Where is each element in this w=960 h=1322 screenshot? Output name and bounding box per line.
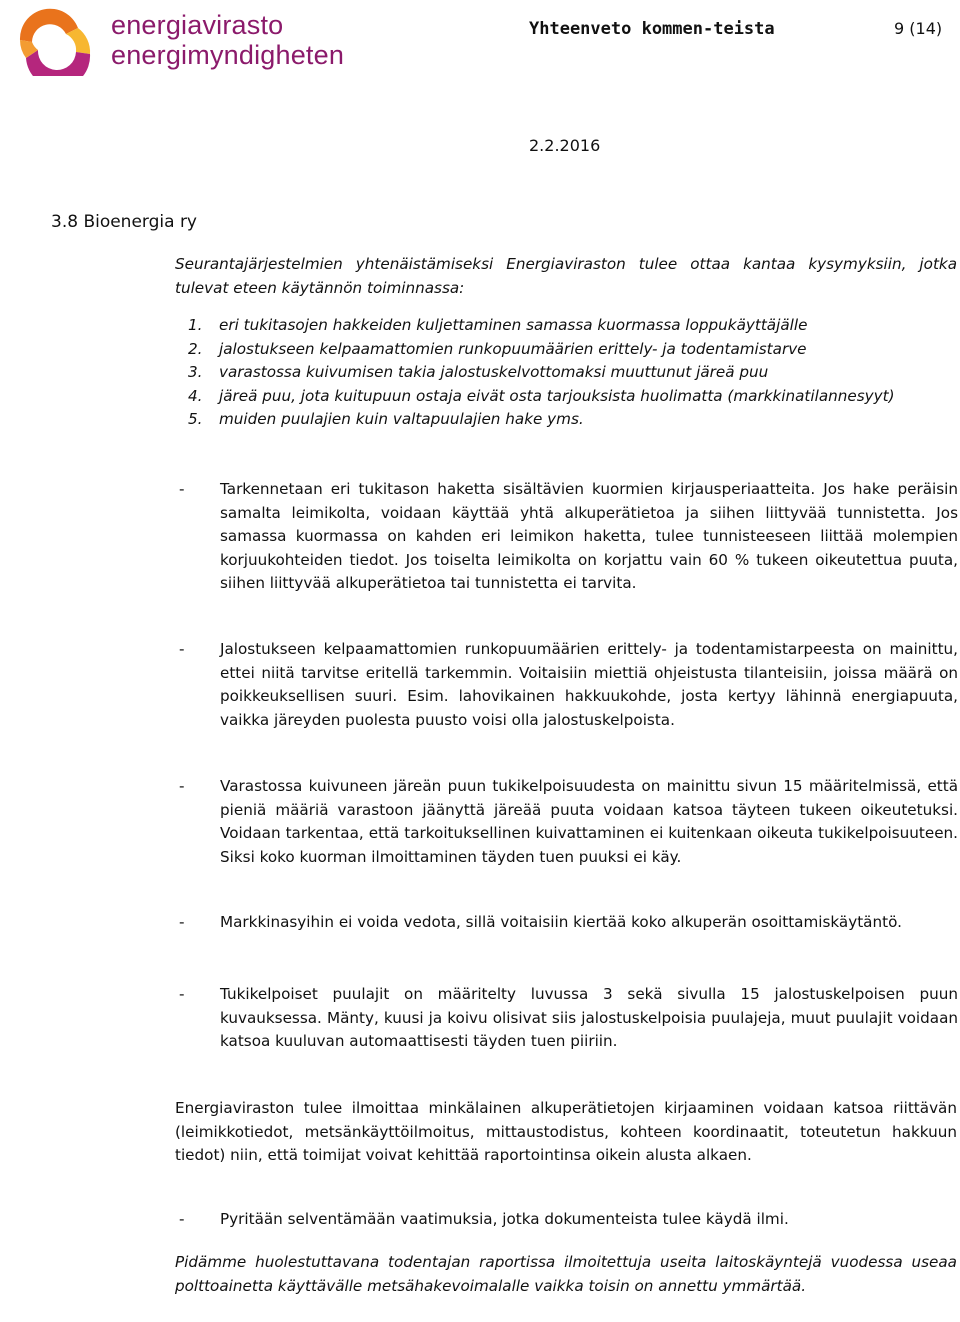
bullet-item xyxy=(179,478,958,596)
section-heading: 3.8 Bioenergia ry xyxy=(51,212,197,232)
bullet-item xyxy=(179,775,958,869)
list-number: 5. xyxy=(188,410,203,428)
bullet-item xyxy=(179,1208,958,1232)
list-text: jalostukseen kelpaamattomien runkopuumäärien erittely- ja todentamistarve xyxy=(219,339,807,358)
bullet-text: Tarkennetaan eri tukitason haketta sisältävien kuormien kirjausperiaatteita. Jos hake peräisin samalta leimikolta, voidaan käyttää yhtä alkuperätietoa ja siihen liittyvää tunnistetta. Jos samassa kuormassa on kahden eri leimikon haketta, tulee tunnisteeseen liittää molempien korjuukohteiden tiedot. Jos toiselta leimikolta on korjattu vain 60 % tukeen oikeutettua puuta, siihen liittyvää alkuperätietoa tai tunnistetta ei tarvita. xyxy=(220,480,958,592)
logo-line-2: energimyndigheten xyxy=(111,40,345,70)
page-number: 9 (14) xyxy=(894,19,943,38)
list-item xyxy=(188,314,958,338)
list-text: varastossa kuivumisen takia jalostuskelvottomaksi muuttunut järeä puu xyxy=(219,363,769,381)
logo-line-1: energiavirasto xyxy=(111,10,284,40)
bullet-item xyxy=(179,638,958,732)
final-note: Pidämme huolestuttavana todentajan raportissa ilmoitettuja useita laitoskäyntejä vuodessa useaa polttoainetta käyttävälle metsähakevoimalalle vaikka toisin on annettu ymmärtää. xyxy=(175,1253,957,1295)
bullet-text: Pyritään selventämään vaatimuksia, jotka dokumenteista tulee käydä ilmi. xyxy=(220,1210,789,1228)
list-item xyxy=(188,408,958,432)
bullet-item xyxy=(179,911,958,935)
bullet-dash: - xyxy=(179,777,185,795)
list-number: 1. xyxy=(188,316,203,334)
bullet-item xyxy=(179,983,958,1054)
list-text: eri tukitasojen hakkeiden kuljettaminen samassa kuormassa loppukäyttäjälle xyxy=(219,316,808,334)
list-item xyxy=(188,361,958,385)
list-item xyxy=(188,338,958,362)
bullet-dash: - xyxy=(179,985,185,1003)
list-number: 2. xyxy=(188,339,203,358)
document-date: 2.2.2016 xyxy=(529,136,601,155)
bullet-dash: - xyxy=(179,913,185,931)
numbered-list xyxy=(188,314,958,432)
intro-paragraph: Seurantajärjestelmien yhtenäistämiseksi Energiaviraston tulee ottaa kantaa kysymyksiin, jotka tulevat eteen käytännön toiminnassa: xyxy=(175,255,957,297)
list-text: järeä puu, jota kuitupuun ostaja eivät osta tarjouksista huolimatta (markkinatilannesyyt) xyxy=(219,386,895,405)
bullet-text: Varastossa kuivuneen järeän puun tukikelpoisuudesta on mainittu sivun 15 määritelmissä, että pieniä määriä varastoon jäänyttä järeää puuta voidaan katsoa täyteen tukeen oikeutetuksi. Voidaan tarkentaa, että tarkoituksellinen kuivattaminen ei kuitenkaan oikeuta tukikelpoisuuteen. Siksi koko kuorman ilmoittaminen täyden tuen puuksi ei käy. xyxy=(220,777,958,866)
bullet-text: Jalostukseen kelpaamattomien runkopuumäärien erittely- ja todentamistarpeesta on mainittu, ettei niitä tarvitse eritellä tarkemmin. Voitaisiin miettiä ohjeistusta tilanteisiin, joissa määrä on poikkeuksellisen suuri. Esim. lahovikainen hakkuukohde, josta kertyy lähinnä energiapuuta, vaikka järeyden puolesta puusto voisi olla jalostuskelpoista. xyxy=(220,640,958,729)
list-text: muiden puulajien kuin valtapuulajien hake yms. xyxy=(219,410,584,428)
bullet-text: Tukikelpoiset puulajit on määritelty luvussa 3 sekä sivulla 15 jalostuskelpoisen puun kuvauksessa. Mänty, kuusi ja koivu olisivat siis jalostuskelpoisia puulajeja, muut puulajit voidaan katsoa kuuluvan automaattisesti täyden tuen piiriin. xyxy=(220,985,958,1050)
list-item xyxy=(188,385,958,409)
list-number: 3. xyxy=(188,363,203,381)
closing-paragraph: Energiaviraston tulee ilmoittaa minkälainen alkuperätietojen kirjaaminen voidaan katsoa riittävän (leimikkotiedot, metsänkäyttöilmoitus, mittaustodistus, kohteen koordinaatit, toteutetun hakkuun tiedot) niin, että toimijat voivat kehittää raportointinsa oikein alusta alkaen. xyxy=(175,1099,957,1164)
logo-mark-icon xyxy=(8,6,104,76)
energiavirasto-logo xyxy=(8,6,348,76)
list-number: 4. xyxy=(188,386,203,405)
document-title: Yhteenveto kommen-teista xyxy=(529,19,775,39)
bullet-dash: - xyxy=(179,480,185,498)
bullet-dash: - xyxy=(179,1210,185,1228)
bullet-dash: - xyxy=(179,640,185,658)
bullet-text: Markkinasyihin ei voida vedota, sillä voitaisiin kiertää koko alkuperän osoittamiskäytäntö. xyxy=(220,913,902,931)
